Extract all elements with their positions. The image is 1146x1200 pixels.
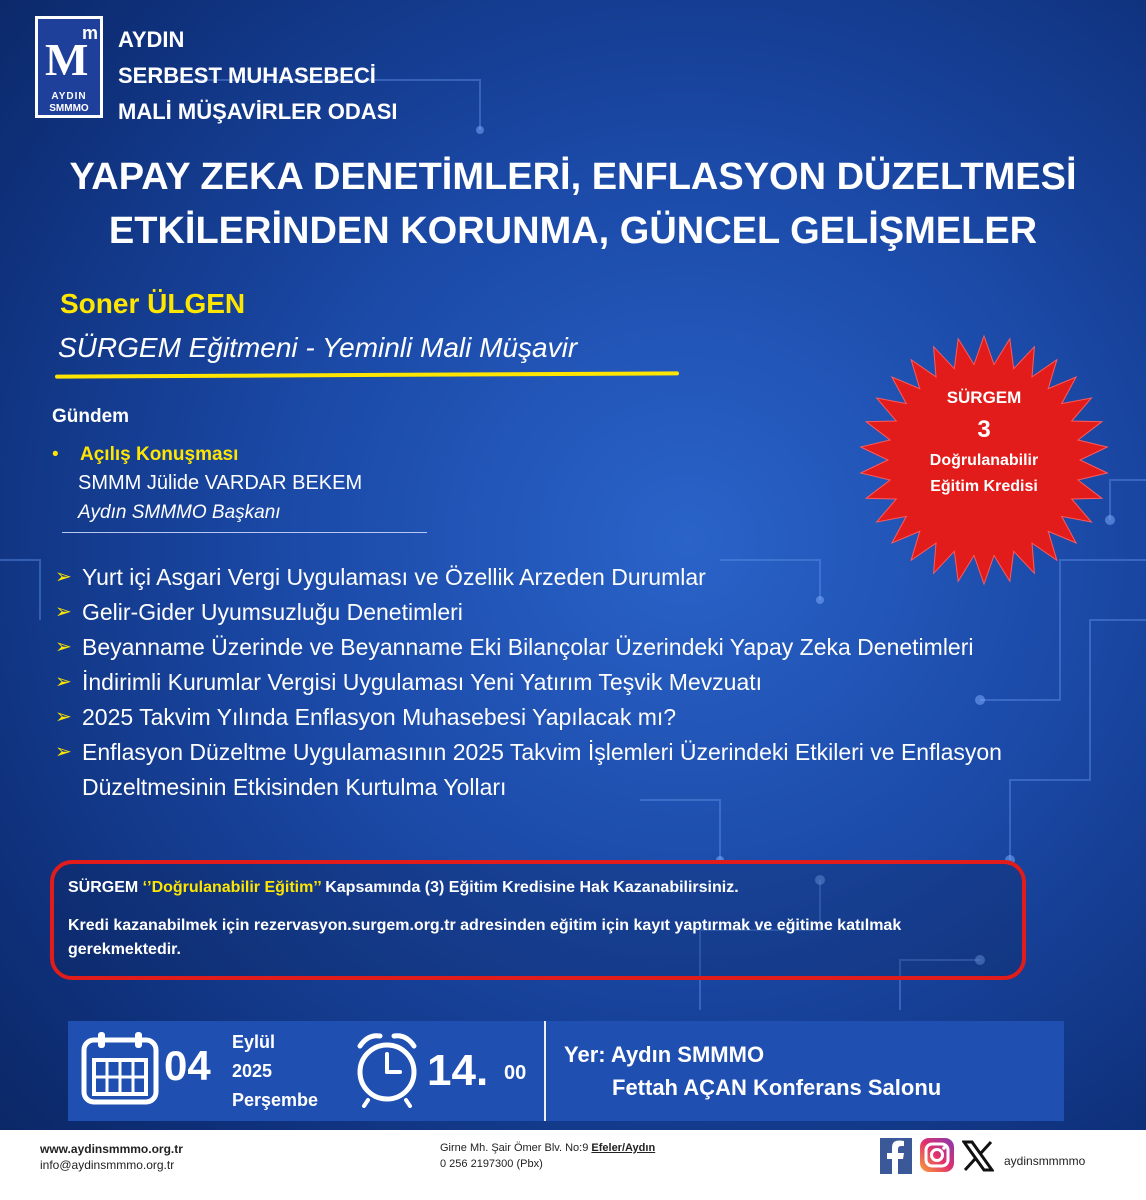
address-street: Girne Mh. Şair Ömer Blv. No:9: [440, 1142, 592, 1154]
opening-title: Açılış Konuşması: [80, 444, 239, 465]
org-logo: [35, 16, 103, 118]
calendar-icon: [80, 1028, 160, 1108]
speaker-role: SÜRGEM Eğitmeni - Yeminli Mali Müşavir: [58, 332, 578, 363]
credit-notice-box: [50, 860, 1026, 980]
event-place-line2: Fettah AÇAN Konferans Salonu: [612, 1075, 942, 1100]
opening-speaker: SMMM Jülide VARDAR BEKEM: [78, 472, 363, 494]
alarm-clock-icon: [354, 1028, 420, 1108]
event-time-minutes: 00: [504, 1062, 527, 1084]
agenda-item: [55, 700, 1055, 735]
social-handle: aydinsmmmmo: [1004, 1154, 1086, 1168]
event-year: 2025: [232, 1061, 273, 1081]
notice-highlight: ‘’Doğrulanabilir Eğitim’’: [142, 879, 321, 896]
badge-line4: Eğitim Kredisi: [930, 478, 1038, 495]
x-icon[interactable]: [962, 1140, 994, 1172]
agenda-heading: Gündem: [52, 406, 130, 427]
agenda-item-text: Beyanname Üzerinde ve Beyanname Eki Bilançolar Üzerindeki Yapay Zeka Denetimleri: [82, 634, 974, 660]
logo-letter-big: M: [45, 34, 89, 85]
logo-text-line1: AYDIN: [51, 91, 87, 102]
title-line1: YAPAY ZEKA DENETİMLERİ, ENFLASYON DÜZELTMESİ: [69, 156, 1077, 198]
agenda-item-text: Gelir-Gider Uyumsuzluğu Denetimleri: [82, 599, 463, 625]
agenda-item-text: 2025 Takvim Yılında Enflasyon Muhasebesi Yapılacak mı?: [82, 704, 677, 730]
opening-speaker-role: Aydın SMMMO Başkanı: [78, 502, 281, 523]
page-title: [0, 150, 1146, 258]
arrow-bullet-icon: ➢: [55, 636, 72, 658]
agenda-item-text: Yurt içi Asgari Vergi Uygulaması ve Özellik Arzeden Durumlar: [82, 564, 706, 590]
arrow-bullet-icon: ➢: [55, 671, 72, 693]
notice-suffix: Kapsamında (3) Eğitim Kredisine Hak Kazanabilirsiniz.: [320, 879, 739, 896]
arrow-bullet-icon: ➢: [55, 706, 72, 728]
event-info-band: [68, 1021, 1064, 1121]
event-date-details: [232, 1028, 318, 1115]
address-city: Efeler/Aydın: [591, 1142, 656, 1154]
org-name-line1: AYDIN: [118, 27, 185, 52]
event-month: Eylül: [232, 1032, 276, 1052]
instagram-icon[interactable]: [920, 1138, 954, 1172]
agenda-item: [55, 665, 1055, 700]
org-name-line3: MALİ MÜŞAVİRLER ODASI: [118, 99, 398, 124]
agenda-item-text: İndirimli Kurumlar Vergisi Uygulaması Yeni Yatırım Teşvik Mevzuatı: [82, 669, 763, 695]
logo-text-line2: SMMMO: [49, 103, 89, 114]
agenda-item: [55, 560, 1055, 595]
agenda-item-text: Enflasyon Düzeltme Uygulamasının 2025 Takvim İşlemleri Üzerindeki Etkileri ve Enflasyon Düzeltmesinin Etkisinden Kurtulma Yolları: [82, 739, 1002, 800]
notice-line1: [68, 876, 1008, 900]
event-weekday: Perşembe: [232, 1090, 319, 1110]
agenda-list: [55, 560, 1055, 805]
divider: [62, 532, 427, 533]
agenda-item: [55, 595, 1055, 630]
address: [440, 1142, 655, 1154]
arrow-bullet-icon: ➢: [55, 601, 72, 623]
org-name-line2: SERBEST MUHASEBECİ: [118, 63, 376, 88]
notice-line2: Kredi kazanabilmek için rezervasyon.surgem.org.tr adresinden eğitim için kayıt yaptırmak ve eğitime katılmak gerekmektedir.: [68, 917, 902, 958]
logo-letter-small: m: [82, 23, 99, 43]
speaker-name: Soner ÜLGEN: [60, 288, 246, 319]
badge-line3: Doğrulanabilir: [929, 452, 1039, 469]
org-name: [118, 22, 397, 130]
event-place-line1: Yer: Aydın SMMMO: [564, 1042, 765, 1067]
agenda-item: [55, 630, 1055, 665]
phone-number: 0 256 2197300 (Pbx): [440, 1158, 543, 1170]
agenda-item: [55, 735, 1055, 805]
website-link[interactable]: www.aydinsmmmo.org.tr: [40, 1142, 183, 1156]
band-separator: [544, 1021, 546, 1121]
email-link[interactable]: info@aydinsmmmo.org.tr: [40, 1158, 175, 1172]
notice-prefix: SÜRGEM: [68, 879, 143, 896]
badge-credit-number: 3: [977, 416, 991, 443]
arrow-bullet-icon: ➢: [55, 741, 72, 763]
arrow-bullet-icon: ➢: [55, 566, 72, 588]
bullet-dot: •: [52, 444, 59, 465]
event-time: 14.: [427, 1046, 489, 1095]
title-line2: ETKİLERİNDEN KORUNMA, GÜNCEL GELİŞMELER: [108, 210, 1038, 252]
badge-line1: SÜRGEM: [946, 388, 1022, 407]
facebook-icon[interactable]: [880, 1138, 912, 1174]
event-day: 04: [164, 1042, 211, 1089]
